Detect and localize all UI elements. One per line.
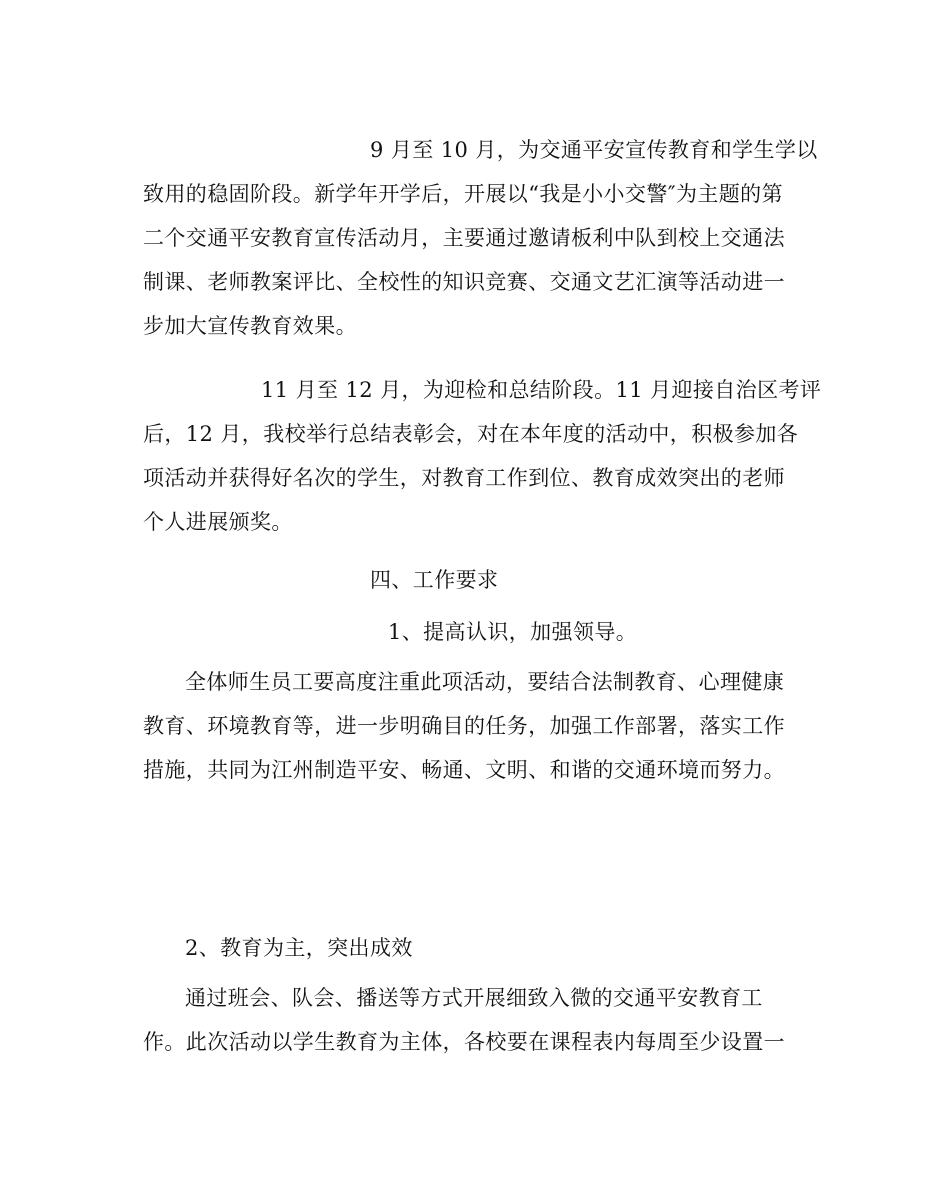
subheading-1: 1、提高认识，加强领导。 [388,620,638,644]
paragraph-1-line-3: 二个交通平安教育宣传活动月，主要通过邀请板利中队到校上交通法 [143,226,785,250]
subheading-2: 2、教育为主，突出成效 [185,936,413,960]
paragraph-2-line-4: 个人进展颁奖。 [143,510,293,534]
paragraph-1-line-1: 9 月至 10 月，为交通平安宣传教育和学生学以 [370,138,818,162]
paragraph-4-line-1: 通过班会、队会、播送等方式开展细致入微的交通平安教育工 [185,986,763,1010]
paragraph-3-line-3: 措施，共同为江州制造平安、畅通、文明、和谐的交通环境而努力。 [143,758,785,782]
paragraph-4-line-2: 作。此次活动以学生教育为主体，各校要在课程表内每周至少设置一 [143,1030,785,1054]
paragraph-3-line-2: 教育、环境教育等，进一步明确目的任务，加强工作部署，落实工作 [143,714,785,738]
paragraph-1-line-5: 步加大宣传教育效果。 [143,314,357,338]
paragraph-1-line-2: 致用的稳固阶段。新学年开学后，开展以“我是小小交警″为主题的第 [143,182,783,206]
paragraph-2-line-2: 后，12 月，我校举行总结表彰会，对在本年度的活动中，积极参加各 [143,422,799,446]
paragraph-3-line-1: 全体师生员工要高度注重此项活动，要结合法制教育、心理健康 [185,670,785,694]
paragraph-2-line-1: 11 月至 12 月，为迎检和总结阶段。11 月迎接自治区考评 [261,378,822,402]
section-heading: 四、工作要求 [370,568,499,592]
paragraph-2-line-3: 项活动并获得好名次的学生，对教育工作到位、教育成效突出的老师 [143,466,785,490]
paragraph-1-line-4: 制课、老师教案评比、全校性的知识竞赛、交通文艺汇演等活动进一 [143,270,785,294]
